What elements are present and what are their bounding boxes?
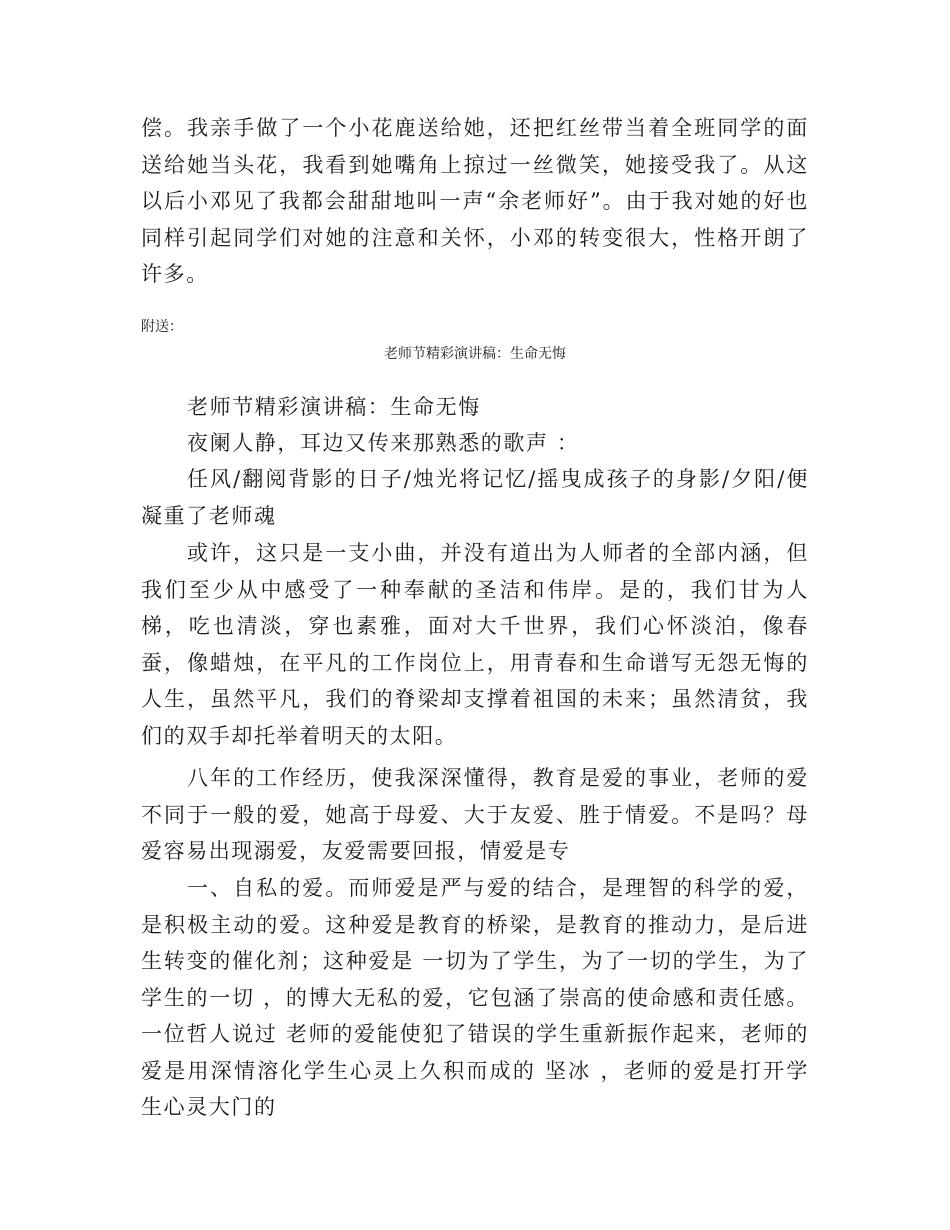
- appendix-label: 附送：: [141, 319, 183, 335]
- speech-paragraph: 一、自私的爱。而师爱是严与爱的结合，是理智的科学的爱，是积极主动的爱。这种爱是教育的桥梁，是教育的推动力，是后进生转变的催化剂；这种爱是 一切为了学生，为了一切的学生，为了学生的一切 ，的博大无私的爱，它包涵了崇高的使命感和责任感。一位哲人说过 老师的爱能使犯了错误的学生重新振作起来，老师的爱是用深情溶化学生心灵上久积而成的 坚冰 ，老师的爱是打开学生心灵大门的: [141, 876, 809, 1119]
- speech-paragraph: 或许，这只是一支小曲，并没有道出为人师者的全部内涵，但我们至少从中感受了一种奉献的圣洁和伟岸。是的，我们甘为人梯，吃也清淡，穿也素雅，面对大千世界，我们心怀淡泊，像春蚕，像蜡烛，在平凡的工作岗位上，用青春和生命谱写无怨无悔的人生，虽然平凡，我们的脊梁却支撑着祖国的未来；虽然清贫，我们的双手却托举着明天的太阳。: [141, 541, 809, 748]
- speech-paragraph: 任风/翻阅背影的日子/烛光将记忆/摇曳成孩子的身影/夕阳/便凝重了老师魂: [141, 467, 809, 528]
- speech-paragraph: 夜阑人静，耳边又传来那熟悉的歌声 ：: [187, 431, 580, 455]
- speech-heading: 老师节精彩演讲稿：生命无悔: [187, 395, 481, 419]
- appendix-title: 老师节精彩演讲稿：生命无悔: [384, 346, 566, 362]
- continuation-paragraph: 偿。我亲手做了一个小花鹿送给她，还把红丝带当着全班同学的面送给她当头花，我看到她嘴角上掠过一丝微笑，她接受我了。从这以后小邓见了我都会甜甜地叫一声“余老师好”。由于我对她的好也同样引起同学们对她的注意和关怀，小邓的转变很大，性格开朗了许多。: [141, 116, 809, 286]
- speech-paragraph: 八年的工作经历，使我深深懂得，教育是爱的事业，老师的爱不同于一般的爱，她高于母爱、大于友爱、胜于情爱。不是吗？母爱容易出现溺爱，友爱需要回报，情爱是专: [141, 766, 809, 863]
